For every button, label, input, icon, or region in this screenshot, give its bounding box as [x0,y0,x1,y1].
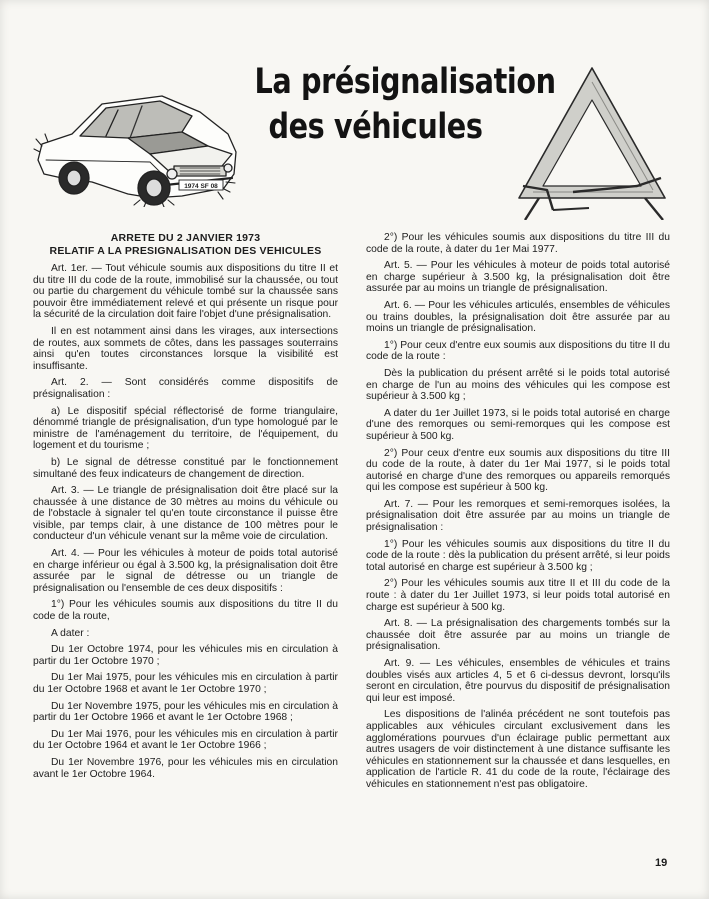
car-illustration [32,82,242,207]
paragraph: Il en est notamment ainsi dans les virages, aux intersections de routes, aux sommets de côtes, dans les passages souterrains ainsi qu'en toutes circonstances lorsque la visibilité est insuffisante. [33,325,338,372]
paragraph: Du 1er Octobre 1974, pour les véhicules mis en circulation à partir du 1er Octobre 1970 ; [33,644,338,667]
paragraph: Art. 7. — Pour les remorques et semi-remorques isolées, la présignalisation doit être assurée par au moins un triangle de présignalisation : [366,498,670,534]
paragraph: b) Le signal de détresse constitué par le fonctionnement simultané des feux indicateurs de changement de direction. [33,456,338,480]
paragraph: Art. 6. — Pour les véhicules articulés, ensembles de véhicules ou trains doubles, la présignalisation doit être assurée par au moins un triangle de présignalisation. [366,299,670,335]
paragraph: Du 1er Mai 1976, pour les véhicules mis en circulation à partir du 1er Octobre 1964 et avant le 1er Octobre 1966 ; [33,728,338,752]
paragraph: A dater : [51,627,90,639]
paragraph: Art. 1er. — Tout véhicule soumis aux dispositions du titre II et du titre III du code de la route, immobilisé sur la chaussée, ou tout ou partie du chargement du véhicule tombé sur la chaussée sans pouvoir être immédiatement relevé et qui présente un risque pour la sécurité de la circulation doit faire l'objet d'une présignalisation. [33,263,338,321]
paragraph: Les dispositions de l'alinéa précédent ne sont toutefois pas applicables aux véhicules circulant exclusivement dans les agglomérations pourvues d'un éclairage public permettant aux autres usagers de voir distinctement à une distance suffisante les véhicules en stationnement sur la chaussée et dans lesquelles, en application de l'article R. 41 du code de la route, l'éclairage des véhicules en stationnement n'est pas obligatoire. [366,709,670,790]
paragraph: A dater du 1er Juillet 1973, si le poids total autorisé en charge d'une des remorques ou semi-remorques qui les compose est supérieur à 500 kg. [366,407,670,442]
title-line-1: La présignalisation [254,62,556,102]
paragraph: 1°) Pour ceux d'entre eux soumis aux dispositions du titre II du code de la route : [366,339,670,363]
paragraph: 1°) Pour les véhicules soumis aux dispositions du titre II du code de la route, [33,599,338,623]
paragraph: Art. 9. — Les véhicules, ensembles de véhicules et trains doubles visés aux articles 4, 5 et 6 ci-dessus devront, lorsqu'ils seront en circulation, être pourvus du dispositif de présignalisation qui leur est imposé. [366,658,670,704]
decree-heading-line-2: RELATIF A LA PRESIGNALISATION DES VEHICULES [49,244,322,257]
paragraph: Art. 4. — Pour les véhicules à moteur de poids total autorisé en charge inférieur ou égal à 3.500 kg, la présignalisation doit être assurée par le signal de détresse ou un triangle de présignalisation ou l'ensemble de ces deux dispositifs : [33,548,338,594]
paragraph: Du 1er Novembre 1976, pour les véhicules mis en circulation avant le 1er Octobre 1964. [33,756,338,780]
warning-triangle-illustration [513,60,671,220]
paragraph: 2°) Pour les véhicules soumis aux titre II et III du code de la route : à dater du 1er Juillet 1973, si leur poids total autorisé en charge est supérieur à 500 kg. [366,578,670,613]
paragraph: Dès la publication du présent arrêté si le poids total autorisé en charge de l'un au moins des véhicules qui les compose est supérieur à 3.500 kg ; [366,367,670,403]
left-column [33,232,338,785]
article-title [254,60,556,150]
decree-heading [33,232,338,257]
title-line-2: des véhicules [268,107,483,147]
paragraph: Art. 2. — Sont considérés comme dispositifs de présignalisation : [33,377,338,400]
paragraph: Art. 8. — La présignalisation des chargements tombés sur la chaussée doit être assurée par au moins un triangle de présignalisation. [366,618,670,653]
paragraph: 1°) Pour les véhicules soumis aux dispositions du titre II du code de la route : dès la publication du présent arrêté, si leur poids total autorisé en charge est supérieur à 3.500 kg ; [366,538,670,573]
license-plate: 1974 SF 08 [184,183,218,190]
paragraph: a) Le dispositif spécial réflectorisé de forme triangulaire, dénommé triangle de présignalisation, d'un type homologué par le ministre de l'aménagement du territoire, de l'équipement, du logement et du tourisme ; [33,405,338,452]
paragraph: 2°) Pour les véhicules soumis aux dispositions du titre III du code de la route, à dater du 1er Mai 1977. [366,232,670,255]
decree-heading-line-1: ARRETE DU 2 JANVIER 1973 [110,232,261,244]
right-column [366,232,670,796]
paragraph: Art. 3. — Le triangle de présignalisation doit être placé sur la chaussée à une distance de 30 mètres au moins du véhicule ou de l'obstacle à signaler tel qu'en toute circonstance il puisse être visible, par temps clair, à une distance de 100 mètres pour le conducteur d'un véhicule venant sur la même voie de circulation. [33,485,338,543]
paragraph: Art. 5. — Pour les véhicules à moteur de poids total autorisé en charge supérieur à 3.500 kg, la présignalisation doit être assurée par au moins un triangle de présignalisation. [366,260,670,295]
paragraph: Du 1er Mai 1975, pour les véhicules mis en circulation à partir du 1er Octobre 1968 et avant le 1er Octobre 1970 ; [33,672,338,695]
page-number: 19 [655,857,668,869]
paragraph: 2°) Pour ceux d'entre eux soumis aux dispositions du titre III du code de la route, à dater du 1er Mai 1977, si le poids total autorisé en charge d'une des remorques ou appareils remorqués qui les compose est supérieur à 500 kg. [366,447,670,494]
paragraph: Du 1er Novembre 1975, pour les véhicules mis en circulation à partir du 1er Octobre 1966 et avant le 1er Octobre 1968 ; [33,700,338,724]
